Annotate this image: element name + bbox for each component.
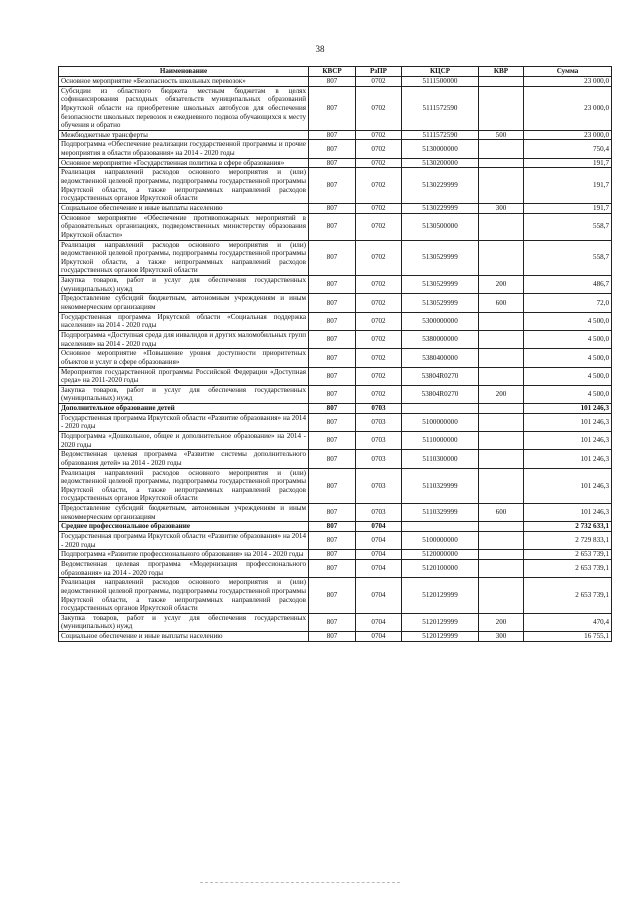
row-kcsr-cell: 5120129999 xyxy=(402,613,479,631)
row-sum-cell: 486,7 xyxy=(524,276,612,294)
row-sum-cell: 2 732 633,1 xyxy=(524,522,612,532)
row-kvsr-cell: 807 xyxy=(309,550,356,560)
row-kvr-cell: 300 xyxy=(479,632,524,642)
row-kcsr-cell: 5130200000 xyxy=(402,158,479,168)
row-name-cell: Закупка товаров, работ и услуг для обеспечения государственных (муниципальных) нужд xyxy=(59,385,309,403)
row-kcsr-cell: 5111572590 xyxy=(402,86,479,130)
row-kcsr-cell: 5130529999 xyxy=(402,276,479,294)
row-name-cell: Ведомственная целевая программа «Модернизация профессионального образования» на 2014 - 2020 годы xyxy=(59,559,309,577)
row-rzpr-cell: 0702 xyxy=(356,168,402,204)
row-kvsr-cell: 807 xyxy=(309,330,356,348)
table-row xyxy=(59,522,612,532)
row-rzpr-cell: 0704 xyxy=(356,550,402,560)
row-kvsr-cell: 807 xyxy=(309,632,356,642)
table-header-row xyxy=(59,67,612,77)
table-row xyxy=(59,550,612,560)
row-rzpr-cell: 0702 xyxy=(356,330,402,348)
row-kvsr-cell: 807 xyxy=(309,158,356,168)
row-kvr-cell xyxy=(479,213,524,240)
table-row xyxy=(59,632,612,642)
row-kvr-cell: 600 xyxy=(479,504,524,522)
header-kcsr: КЦСР xyxy=(402,67,479,77)
row-rzpr-cell: 0702 xyxy=(356,158,402,168)
row-kvr-cell xyxy=(479,86,524,130)
row-kcsr-cell: 5380000000 xyxy=(402,330,479,348)
row-kvr-cell xyxy=(479,578,524,614)
row-kvr-cell xyxy=(479,168,524,204)
row-kvr-cell: 200 xyxy=(479,276,524,294)
row-kcsr-cell: 5300000000 xyxy=(402,312,479,330)
row-sum-cell: 4 500,0 xyxy=(524,367,612,385)
row-name-cell: Подпрограмма «Дошкольное, общее и дополнительное образование» на 2014 - 2020 годы xyxy=(59,431,309,449)
row-rzpr-cell: 0702 xyxy=(356,240,402,276)
row-kvsr-cell: 807 xyxy=(309,294,356,312)
row-rzpr-cell: 0703 xyxy=(356,413,402,431)
row-kcsr-cell: 5111572590 xyxy=(402,130,479,140)
row-sum-cell: 72,0 xyxy=(524,294,612,312)
row-kvsr-cell: 807 xyxy=(309,431,356,449)
row-rzpr-cell: 0702 xyxy=(356,385,402,403)
row-name-cell: Мероприятия государственной программы Российской Федерации «Доступная среда» на 2011-2020 годы xyxy=(59,367,309,385)
row-name-cell: Предоставление субсидий бюджетным, автономным учреждениям и иным некоммерческим организациям xyxy=(59,294,309,312)
table-row xyxy=(59,532,612,550)
row-kcsr-cell: 5110329999 xyxy=(402,504,479,522)
table-row xyxy=(59,613,612,631)
page-number: 38 xyxy=(315,44,325,54)
row-sum-cell: 4 500,0 xyxy=(524,349,612,367)
row-kcsr-cell: 5110000000 xyxy=(402,431,479,449)
row-kcsr-cell: 5120000000 xyxy=(402,550,479,560)
row-sum-cell: 101 246,3 xyxy=(524,468,612,504)
row-rzpr-cell: 0702 xyxy=(356,213,402,240)
row-sum-cell: 2 653 739,1 xyxy=(524,578,612,614)
row-sum-cell: 23 000,0 xyxy=(524,77,612,87)
row-kvsr-cell: 807 xyxy=(309,140,356,158)
row-kvr-cell xyxy=(479,450,524,468)
row-sum-cell: 23 000,0 xyxy=(524,86,612,130)
table-row xyxy=(59,140,612,158)
budget-table xyxy=(58,66,612,642)
row-kvsr-cell: 807 xyxy=(309,213,356,240)
row-name-cell: Реализация направлений расходов основного мероприятия и (или) ведомственной целевой программы, подпрограммы государственной программы Иркутской области, а также непрограммных направлений расходов государственных органов Иркутской области xyxy=(59,240,309,276)
row-name-cell: Закупка товаров, работ и услуг для обеспечения государственных (муниципальных) нужд xyxy=(59,613,309,631)
row-rzpr-cell: 0704 xyxy=(356,522,402,532)
row-rzpr-cell: 0704 xyxy=(356,613,402,631)
row-kcsr-cell: 5130529999 xyxy=(402,294,479,312)
row-sum-cell: 191,7 xyxy=(524,168,612,204)
row-name-cell: Основное мероприятие «Безопасность школьных перевозок» xyxy=(59,77,309,87)
table-row xyxy=(59,504,612,522)
header-kvr: КВР xyxy=(479,67,524,77)
row-kvr-cell: 300 xyxy=(479,203,524,213)
row-kvsr-cell: 807 xyxy=(309,276,356,294)
row-name-cell: Ведомственная целевая программа «Развитие системы дополнительного образования детей» на 2014 - 2020 годы xyxy=(59,450,309,468)
row-kcsr-cell: 5120129999 xyxy=(402,632,479,642)
header-rzpr: РзПР xyxy=(356,67,402,77)
row-kcsr-cell: 5380400000 xyxy=(402,349,479,367)
row-kvsr-cell: 807 xyxy=(309,367,356,385)
row-rzpr-cell: 0703 xyxy=(356,450,402,468)
row-kcsr-cell: 5130229999 xyxy=(402,168,479,204)
row-kvr-cell xyxy=(479,468,524,504)
row-name-cell: Среднее профессиональное образование xyxy=(59,522,309,532)
row-sum-cell: 191,7 xyxy=(524,203,612,213)
row-kvr-cell: 200 xyxy=(479,613,524,631)
table-row xyxy=(59,213,612,240)
table-row xyxy=(59,385,612,403)
row-kcsr-cell: 53804R0270 xyxy=(402,367,479,385)
table-row xyxy=(59,168,612,204)
row-name-cell: Государственная программа Иркутской области «Развитие образования» на 2014 - 2020 годы xyxy=(59,413,309,431)
row-kvsr-cell: 807 xyxy=(309,86,356,130)
row-rzpr-cell: 0704 xyxy=(356,578,402,614)
table-row xyxy=(59,312,612,330)
table-body xyxy=(59,77,612,642)
row-name-cell: Закупка товаров, работ и услуг для обеспечения государственных (муниципальных) нужд xyxy=(59,276,309,294)
row-kvsr-cell: 807 xyxy=(309,130,356,140)
row-kcsr-cell: 5130229999 xyxy=(402,203,479,213)
row-sum-cell: 101 246,3 xyxy=(524,504,612,522)
row-sum-cell: 2 729 833,1 xyxy=(524,532,612,550)
table-row xyxy=(59,559,612,577)
row-kcsr-cell: 5130500000 xyxy=(402,213,479,240)
row-sum-cell: 2 653 739,1 xyxy=(524,550,612,560)
row-kvr-cell xyxy=(479,550,524,560)
row-kvr-cell xyxy=(479,522,524,532)
row-kvr-cell xyxy=(479,404,524,414)
row-kcsr-cell: 5120100000 xyxy=(402,559,479,577)
row-kvr-cell xyxy=(479,532,524,550)
table-row xyxy=(59,413,612,431)
table-row xyxy=(59,86,612,130)
table-row xyxy=(59,276,612,294)
row-kvr-cell xyxy=(479,367,524,385)
row-name-cell: Основное мероприятие «Обеспечение противопожарных мероприятий в образовательных организациях, подведомственных министерству образования Иркутской области» xyxy=(59,213,309,240)
row-sum-cell: 558,7 xyxy=(524,213,612,240)
row-kcsr-cell: 5130000000 xyxy=(402,140,479,158)
row-kcsr-cell: 5100000000 xyxy=(402,532,479,550)
row-sum-cell: 191,7 xyxy=(524,158,612,168)
row-sum-cell: 101 246,3 xyxy=(524,404,612,414)
table-row xyxy=(59,158,612,168)
row-kvsr-cell: 807 xyxy=(309,532,356,550)
table-row xyxy=(59,294,612,312)
table-row xyxy=(59,130,612,140)
row-name-cell: Подпрограмма «Доступная среда для инвалидов и других маломобильных групп населения» на 2014 - 2020 годы xyxy=(59,330,309,348)
table-row xyxy=(59,450,612,468)
row-rzpr-cell: 0702 xyxy=(356,86,402,130)
row-sum-cell: 4 500,0 xyxy=(524,330,612,348)
row-kcsr-cell: 5120129999 xyxy=(402,578,479,614)
table-row xyxy=(59,203,612,213)
row-rzpr-cell: 0702 xyxy=(356,294,402,312)
row-name-cell: Реализация направлений расходов основного мероприятия и (или) ведомственной целевой программы, подпрограммы государственной программы Иркутской области, а также непрограммных направлений расходов государственных органов Иркутской области xyxy=(59,468,309,504)
row-kvr-cell xyxy=(479,240,524,276)
row-kvsr-cell: 807 xyxy=(309,578,356,614)
row-name-cell: Предоставление субсидий бюджетным, автономным учреждениям и иным некоммерческим организациям xyxy=(59,504,309,522)
header-sum: Сумма xyxy=(524,67,612,77)
row-kvsr-cell: 807 xyxy=(309,559,356,577)
row-kcsr-cell: 5130529999 xyxy=(402,240,479,276)
row-name-cell: Подпрограмма «Обеспечение реализации государственной программы и прочие мероприятия в области образования» на 2014 - 2020 годы xyxy=(59,140,309,158)
row-kcsr-cell: 5111500000 xyxy=(402,77,479,87)
row-kvr-cell: 600 xyxy=(479,294,524,312)
row-name-cell: Межбюджетные трансферты xyxy=(59,130,309,140)
row-kcsr-cell: 5110300000 xyxy=(402,450,479,468)
row-kcsr-cell xyxy=(402,404,479,414)
row-kvsr-cell: 807 xyxy=(309,522,356,532)
row-rzpr-cell: 0703 xyxy=(356,431,402,449)
row-kvsr-cell: 807 xyxy=(309,413,356,431)
row-sum-cell: 4 500,0 xyxy=(524,385,612,403)
row-rzpr-cell: 0702 xyxy=(356,349,402,367)
row-name-cell: Социальное обеспечение и иные выплаты населению xyxy=(59,632,309,642)
table-row xyxy=(59,468,612,504)
row-name-cell: Подпрограмма «Развитие профессионального образования» на 2014 - 2020 годы xyxy=(59,550,309,560)
row-sum-cell: 470,4 xyxy=(524,613,612,631)
row-rzpr-cell: 0703 xyxy=(356,468,402,504)
table-row xyxy=(59,330,612,348)
row-kvr-cell: 500 xyxy=(479,130,524,140)
row-name-cell: Государственная программа Иркутской области «Социальная поддержка населения» на 2014 - 2020 годы xyxy=(59,312,309,330)
row-name-cell: Реализация направлений расходов основного мероприятия и (или) ведомственной целевой программы, подпрограммы государственной программы Иркутской области, а также непрограммных направлений расходов государственных органов Иркутской области xyxy=(59,168,309,204)
row-sum-cell: 101 246,3 xyxy=(524,413,612,431)
row-name-cell: Основное мероприятие «Государственная политика в сфере образования» xyxy=(59,158,309,168)
row-sum-cell: 16 755,1 xyxy=(524,632,612,642)
row-kvr-cell xyxy=(479,559,524,577)
row-name-cell: Реализация направлений расходов основного мероприятия и (или) ведомственной целевой программы, подпрограммы государственной программы Иркутской области, а также непрограммных направлений расходов государственных органов Иркутской области xyxy=(59,578,309,614)
row-sum-cell: 2 653 739,1 xyxy=(524,559,612,577)
row-sum-cell: 558,7 xyxy=(524,240,612,276)
table-row xyxy=(59,404,612,414)
row-rzpr-cell: 0702 xyxy=(356,276,402,294)
row-rzpr-cell: 0704 xyxy=(356,532,402,550)
row-kvr-cell xyxy=(479,77,524,87)
header-name: Наименование xyxy=(59,67,309,77)
table-row xyxy=(59,77,612,87)
header-kvsr: КВСР xyxy=(309,67,356,77)
row-kvsr-cell: 807 xyxy=(309,613,356,631)
row-kvsr-cell: 807 xyxy=(309,77,356,87)
row-sum-cell: 750,4 xyxy=(524,140,612,158)
row-kcsr-cell: 5110329999 xyxy=(402,468,479,504)
row-rzpr-cell: 0703 xyxy=(356,404,402,414)
row-name-cell: Государственная программа Иркутской области «Развитие образования» на 2014 - 2020 годы xyxy=(59,532,309,550)
row-kvsr-cell: 807 xyxy=(309,404,356,414)
row-kvsr-cell: 807 xyxy=(309,168,356,204)
row-kvsr-cell: 807 xyxy=(309,203,356,213)
row-kvr-cell xyxy=(479,158,524,168)
row-kvr-cell xyxy=(479,431,524,449)
row-rzpr-cell: 0702 xyxy=(356,312,402,330)
row-kvr-cell: 200 xyxy=(479,385,524,403)
row-kvsr-cell: 807 xyxy=(309,468,356,504)
row-kvr-cell xyxy=(479,140,524,158)
row-rzpr-cell: 0702 xyxy=(356,140,402,158)
row-rzpr-cell: 0702 xyxy=(356,367,402,385)
row-rzpr-cell: 0702 xyxy=(356,203,402,213)
table-row xyxy=(59,431,612,449)
row-kcsr-cell xyxy=(402,522,479,532)
footer-divider xyxy=(200,882,400,883)
row-kvr-cell xyxy=(479,312,524,330)
row-sum-cell: 101 246,3 xyxy=(524,450,612,468)
row-kvsr-cell: 807 xyxy=(309,385,356,403)
row-sum-cell: 4 500,0 xyxy=(524,312,612,330)
row-sum-cell: 23 000,0 xyxy=(524,130,612,140)
row-kcsr-cell: 5100000000 xyxy=(402,413,479,431)
table-row xyxy=(59,578,612,614)
row-kvsr-cell: 807 xyxy=(309,349,356,367)
row-kvsr-cell: 807 xyxy=(309,450,356,468)
table-row xyxy=(59,367,612,385)
row-name-cell: Основное мероприятие «Повышение уровня доступности приоритетных объектов и услуг в сфере образования» xyxy=(59,349,309,367)
row-rzpr-cell: 0703 xyxy=(356,504,402,522)
row-name-cell: Субсидии из областного бюджета местным бюджетам в целях софинансирования расходных обязательств муниципальных образований Иркутской области на приобретение школьных автобусов для обеспечения безопасности школьных перевозок и ежедневного подвоза обучающихся к месту обучения и обратно xyxy=(59,86,309,130)
row-kvsr-cell: 807 xyxy=(309,504,356,522)
row-sum-cell: 101 246,3 xyxy=(524,431,612,449)
table-row xyxy=(59,240,612,276)
row-rzpr-cell: 0704 xyxy=(356,559,402,577)
row-kvsr-cell: 807 xyxy=(309,240,356,276)
row-name-cell: Социальное обеспечение и иные выплаты населению xyxy=(59,203,309,213)
row-rzpr-cell: 0702 xyxy=(356,77,402,87)
row-kcsr-cell: 53804R0270 xyxy=(402,385,479,403)
row-kvsr-cell: 807 xyxy=(309,312,356,330)
row-rzpr-cell: 0704 xyxy=(356,632,402,642)
table-row xyxy=(59,349,612,367)
row-kvr-cell xyxy=(479,349,524,367)
row-name-cell: Дополнительное образование детей xyxy=(59,404,309,414)
row-rzpr-cell: 0702 xyxy=(356,130,402,140)
row-kvr-cell xyxy=(479,330,524,348)
row-kvr-cell xyxy=(479,413,524,431)
